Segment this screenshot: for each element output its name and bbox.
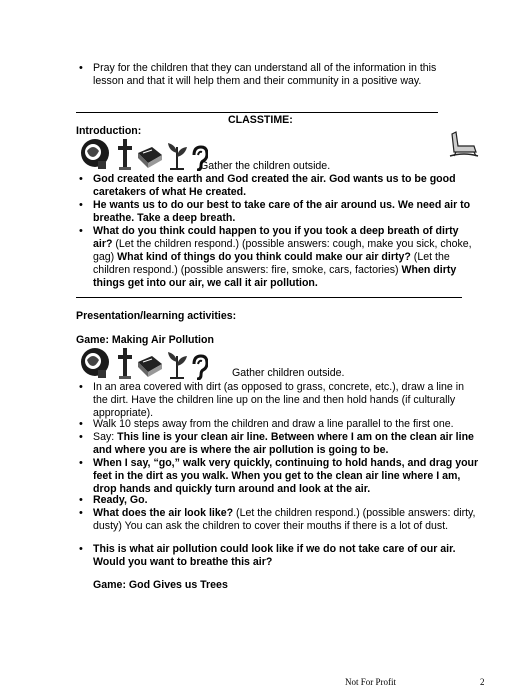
intro-bullet-1: • God created the earth and God created the air. God wants us to be good caretakers of what He created. bbox=[93, 173, 475, 199]
page-number: 2 bbox=[480, 677, 485, 687]
classtime-heading: CLASSTIME: bbox=[228, 114, 293, 126]
game1-bullet-4: • When I say, “go,” walk very quickly, continuing to hold hands, and drag your feet in the dirt as you walk. When you get to the clean air line where I am, drop hands and quickly turn around and look at the air. bbox=[93, 457, 479, 496]
cross-icon bbox=[116, 346, 134, 380]
game1-bullet-2: • Walk 10 steps away from the children and draw a line parallel to the first one. bbox=[93, 418, 479, 431]
game1-gather-text: Gather children outside. bbox=[232, 367, 345, 379]
plant-sprout-icon bbox=[166, 348, 188, 380]
presentation-heading: Presentation/learning activities: bbox=[76, 310, 237, 322]
head-praying-icon bbox=[78, 346, 114, 380]
introduction-heading: Introduction: bbox=[76, 125, 142, 137]
game1-bullet-7: • This is what air pollution could look like if we do not take care of our air. Would you want to breathe this air? bbox=[93, 543, 479, 569]
intro-gather-text: Gather the children outside. bbox=[200, 160, 331, 172]
chair-icon bbox=[446, 130, 480, 158]
game1-icon-row bbox=[78, 346, 208, 380]
footer-text: Not For Profit bbox=[345, 677, 397, 687]
intro-icon-row bbox=[78, 137, 208, 171]
game1-bullet-1: • In an area covered with dirt (as opposed to grass, concrete, etc.), draw a line in the dirt. Have the children line up on the line and then hold hands (if culturally appropriate). bbox=[93, 381, 479, 420]
game1-bullet-6: • What does the air look like? (Let the children respond.) (possible answers: dirty, dusty) You can ask the children to cover their mouths if there is a lot of dust. bbox=[93, 507, 479, 533]
game1-bullet-5: • Ready, Go. bbox=[93, 494, 473, 507]
bible-icon bbox=[136, 354, 164, 380]
intro-bullet-3: • What do you think could happen to you if you took a deep breath of dirty air? (Let the children respond.) (possible answers: cough, make you sick, choke, gag) What kind of things do you think could make our air dirty? (Let the children respond.) (possible answers: fire, smoke, cars, factories) When dirty things get into our air, we call it air pollution. bbox=[93, 225, 477, 290]
game2-heading: Game: God Gives us Trees bbox=[93, 579, 228, 591]
classtime-rule bbox=[76, 112, 438, 113]
game1-bullet-3: • Say: This line is your clean air line. Between where I am on the clean air line and where you are is where the air pollution is going to be. bbox=[93, 431, 479, 457]
head-praying-icon bbox=[78, 137, 114, 171]
presentation-rule bbox=[76, 297, 462, 298]
bible-icon bbox=[136, 145, 164, 171]
intro-bullet-2: • He wants us to do our best to take care of the air around us. We need air to breathe. Take a deep breath. bbox=[93, 199, 475, 225]
plant-sprout-icon bbox=[166, 139, 188, 171]
cross-icon bbox=[116, 137, 134, 171]
ear-icon bbox=[190, 354, 208, 380]
prayer-bullet: • Pray for the children that they can understand all of the information in this lesson and that it will help them and their community in a positive way. bbox=[93, 62, 455, 88]
game1-heading: Game: Making Air Pollution bbox=[76, 334, 214, 346]
